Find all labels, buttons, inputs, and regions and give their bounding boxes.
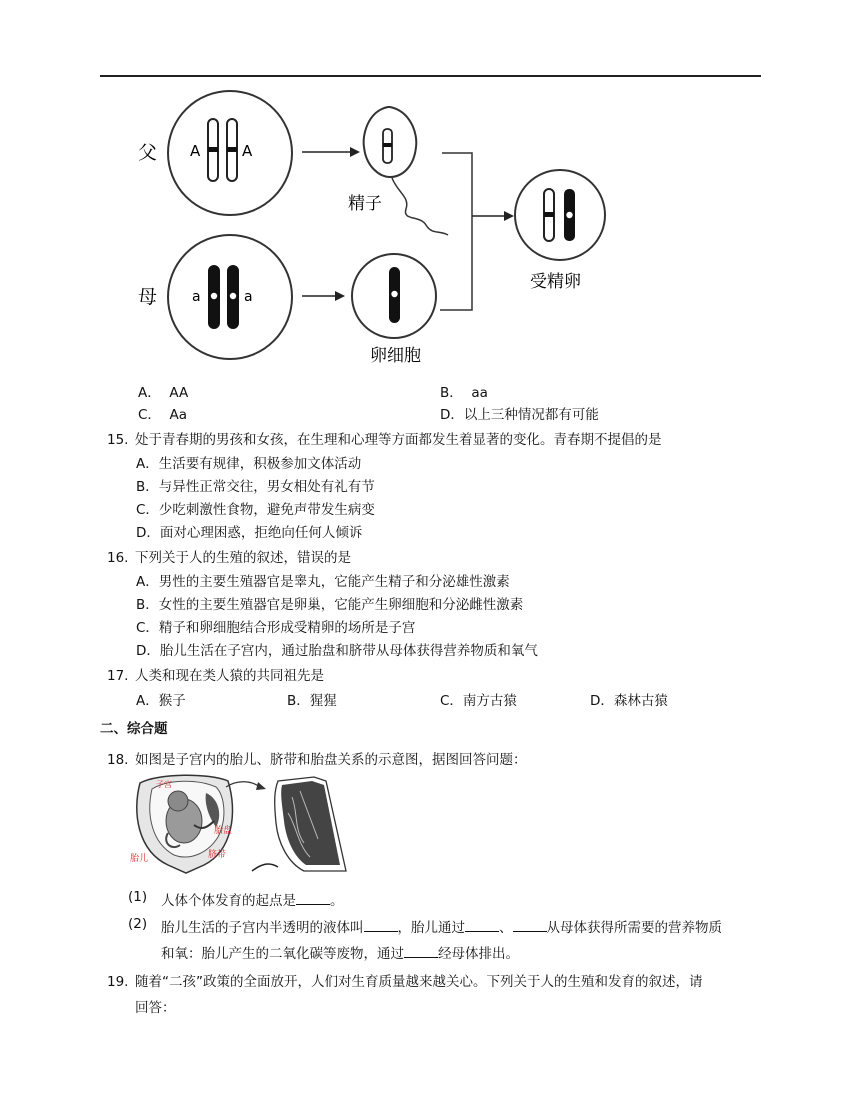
q17-option-d: D．森林古猿 (590, 693, 668, 709)
q14-option-d: D．以上三种情况都有可能 (440, 407, 599, 423)
q16-option-b: B．女性的主要生殖器官是卵巢，它能产生卵细胞和分泌雌性激素 (136, 597, 524, 613)
inheritance-diagram (130, 85, 610, 370)
sperm-label: 精子 (348, 194, 382, 214)
mother-allele-right: a (244, 289, 253, 305)
q15-stem: 15. 处于青春期的男孩和女孩，在生理和心理等方面都发生着显著的变化。青春期不提倡的是 (107, 432, 662, 448)
q18-sub2-line1: 胎儿生活的子宫内半透明的液体叫 ，胎儿通过 、 从母体获得所需要的营养物质 (161, 920, 722, 936)
q18-sub2-line2: 和氧：胎儿产生的二氧化碳等废物，通过 经母体排出。 (161, 946, 519, 962)
q19-line1: 19. 随着“二孩”政策的全面放开，人们对生育质量越来越关心。下列关于人的生殖和发育的叙述，请 (107, 974, 703, 990)
father-label: 父 (138, 142, 158, 164)
q16-stem: 16. 下列关于人的生殖的叙述，错误的是 (107, 550, 351, 566)
q16-option-c: C．精子和卵细胞结合形成受精卵的场所是子宫 (136, 620, 416, 636)
fetus-placenta-diagram (128, 773, 358, 875)
mother-label: 母 (138, 286, 158, 308)
label-fetus: 胎儿 (130, 854, 149, 864)
answer-blank[interactable] (404, 945, 438, 958)
q18-sub2-number: (2) (128, 916, 148, 932)
q14-option-a: A． AA (138, 385, 189, 401)
q14-option-b: B． aa (440, 385, 488, 401)
q16-option-a: A．男性的主要生殖器官是睾丸，它能产生精子和分泌雄性激素 (136, 574, 510, 590)
q15-option-b: B．与异性正常交往，男女相处有礼有节 (136, 479, 375, 495)
q17-option-c: C．南方古猿 (440, 693, 517, 709)
q15-option-c: C．少吃刺激性食物，避免声带发生病变 (136, 502, 375, 518)
label-placenta: 胎盘 (214, 826, 233, 836)
q15-option-a: A．生活要有规律，积极参加文体活动 (136, 456, 362, 472)
q15-option-d: D．面对心理困惑，拒绝向任何人倾诉 (136, 525, 363, 541)
father-allele-left: A (190, 142, 201, 160)
fetus-head (168, 791, 188, 811)
zygote-label: 受精卵 (530, 272, 581, 292)
q17-stem: 17. 人类和现在类人猿的共同祖先是 (107, 668, 324, 684)
header-rule (100, 75, 761, 77)
label-umbilical: 脐带 (208, 850, 227, 860)
q18-sub1: 人体个体发育的起点是 。 (161, 893, 344, 909)
q19-line2: 回答： (135, 1000, 176, 1016)
answer-blank[interactable] (364, 919, 398, 932)
zygote-cell (515, 170, 605, 260)
section-title: 二、综合题 (100, 721, 168, 737)
answer-blank[interactable] (296, 892, 330, 905)
q17-option-b: B．猩猩 (287, 693, 337, 709)
answer-blank[interactable] (513, 919, 547, 932)
q18-stem: 18. 如图是子宫内的胎儿、脐带和胎盘关系的示意图，据图回答问题： (107, 752, 527, 768)
sperm-tail (392, 178, 448, 235)
father-allele-right: A (242, 142, 253, 160)
egg-label: 卵细胞 (370, 346, 421, 366)
q14-option-c: C． Aa (138, 407, 188, 423)
label-top: 子宫 (156, 780, 172, 789)
q17-option-a: A．猴子 (136, 693, 186, 709)
answer-blank[interactable] (465, 919, 499, 932)
mother-allele-left: a (192, 289, 201, 305)
q16-option-d: D．胎儿生活在子宫内，通过胎盘和脐带从母体获得营养物质和氧气 (136, 643, 538, 659)
q18-sub1-number: (1) (128, 889, 148, 905)
